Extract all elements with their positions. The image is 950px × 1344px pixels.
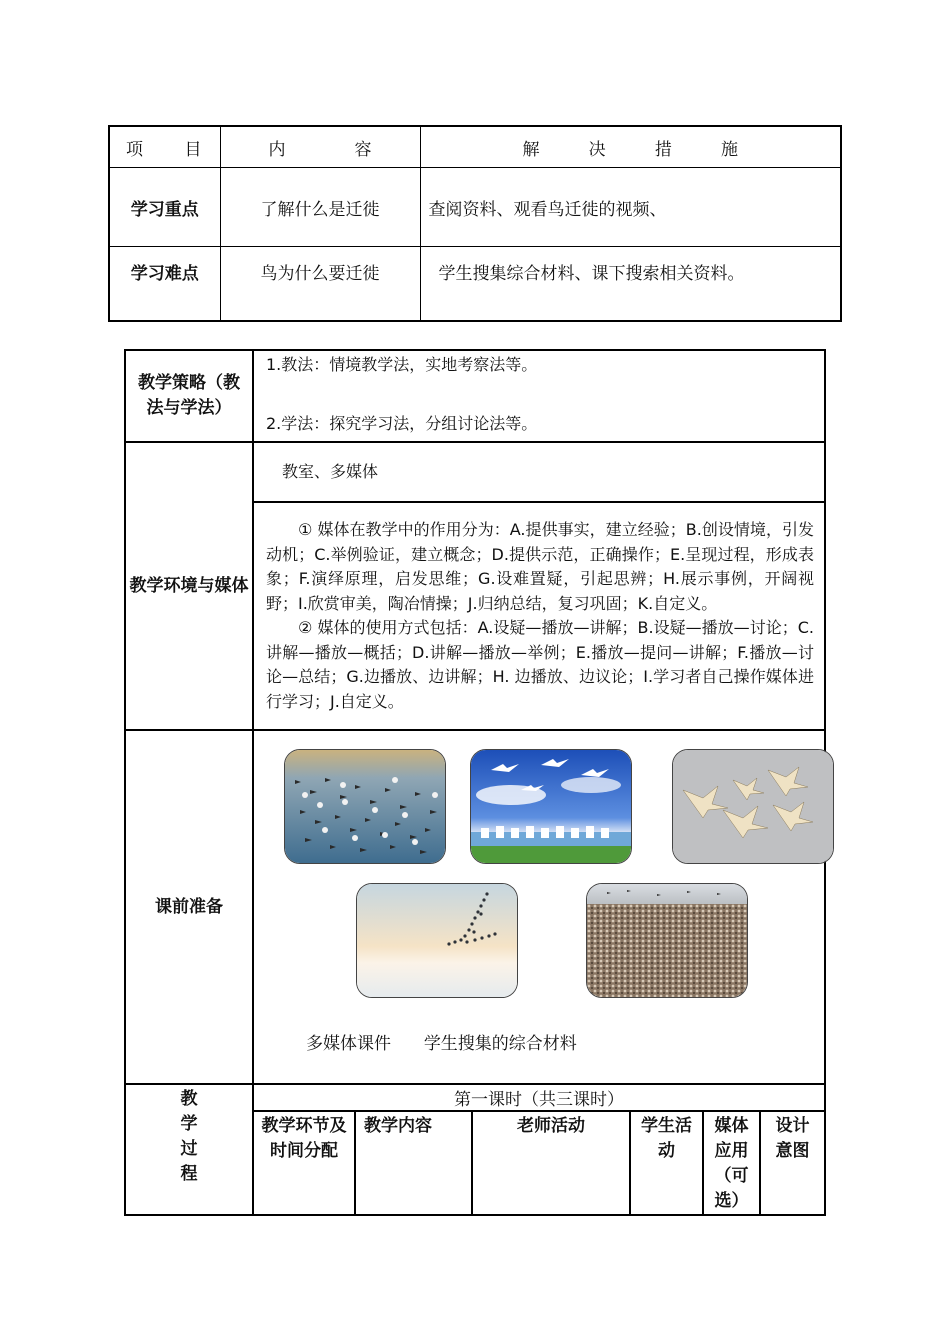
media-usage-paragraph: ② 媒体的使用方式包括：A.设疑—播放—讲解；B.设疑—播放—讨论；C.讲解—播放—概括；D.讲解—播放—举例；E.播放—提问—讲解；F.播放—讨论—总结；G.边播放、边讲解；H. 边播放、边议论；I.学习者自己操作媒体进行学习；J.自定义。 — [266, 618, 814, 711]
strategy-line-2: 2.学法：探究学习法，分组讨论法等。 — [266, 413, 538, 433]
process-label: 教学过程 — [180, 1089, 198, 1184]
environment-media: 教室、多媒体 — [253, 442, 825, 502]
table-row — [109, 168, 841, 247]
header-content-char: 容 — [354, 139, 372, 160]
row-measure: 查阅资料、观看鸟迁徙的视频、 — [420, 168, 841, 247]
header-content-char: 内 — [268, 139, 286, 160]
strategy-row — [125, 350, 825, 442]
header-measures-char: 解 — [522, 139, 540, 160]
header-measures — [420, 126, 841, 168]
header-item-char: 目 — [184, 139, 202, 160]
bird-flock-water-photo — [284, 749, 446, 864]
col-intent: 设计意图 — [760, 1111, 824, 1214]
environment-detail — [253, 502, 825, 730]
table-row — [109, 247, 841, 322]
header-content — [220, 126, 420, 168]
session-title: 第一课时（共三课时） — [254, 1085, 824, 1111]
header-item-char: 项 — [126, 139, 143, 160]
dense-flock-photo — [586, 883, 748, 998]
strategy-cell — [253, 350, 825, 442]
col-media: 媒体应用（可选） — [703, 1111, 760, 1214]
strategy-label: 教学策略（教法与学法） — [125, 350, 253, 442]
prep-row — [125, 730, 825, 1084]
caption-materials: 学生搜集的综合材料 — [423, 1034, 577, 1054]
row-content: 鸟为什么要迁徙 — [220, 247, 420, 322]
process-inner-table — [254, 1085, 824, 1214]
col-student: 学生活动 — [630, 1111, 703, 1214]
prep-captions — [306, 1029, 577, 1054]
col-teacher: 老师活动 — [472, 1111, 630, 1214]
process-header-row — [254, 1111, 824, 1214]
header-measures-char: 决 — [588, 139, 606, 160]
header-measures-char: 施 — [720, 139, 738, 160]
process-cell — [253, 1084, 825, 1215]
environment-row — [125, 442, 825, 502]
row-measure: 学生搜集综合材料、课下搜索相关资料。 — [420, 247, 841, 322]
swans-flight-photo — [672, 749, 834, 864]
media-roles-paragraph: ① 媒体在教学中的作用分为：A.提供事实，建立经验；B.创设情境，引发动机；C.举例验证，建立概念；D.提供示范，正确操作；E.呈现过程，形成表象；F.演绎原理，启发思维；G.设难置疑，引起思辨；H.展示事例，开阔视野；I.欣赏审美，陶冶情操；J.归纳总结，复习巩固；K.自定义。 — [266, 520, 814, 613]
strategy-line-1: 1.教法：情境教学法，实地考察法等。 — [266, 355, 538, 374]
row-content: 了解什么是迁徙 — [220, 168, 420, 247]
caption-courseware: 多媒体课件 — [306, 1034, 391, 1054]
prep-cell — [253, 730, 825, 1084]
process-row — [125, 1084, 825, 1215]
row-label: 学习重点 — [109, 168, 220, 247]
table-header-row — [109, 126, 841, 168]
prep-label: 课前准备 — [125, 730, 253, 1084]
col-stage: 教学环节及时间分配 — [254, 1111, 355, 1214]
key-points-table — [108, 125, 842, 322]
environment-label: 教学环境与媒体 — [125, 442, 253, 730]
col-content: 教学内容 — [355, 1111, 472, 1214]
process-label-cell — [125, 1084, 253, 1215]
row-label: 学习难点 — [109, 247, 220, 322]
cranes-sky-photo — [470, 749, 632, 864]
photo-gallery — [254, 731, 824, 1083]
birds-formation-photo — [356, 883, 518, 998]
lesson-plan-table — [124, 349, 826, 1216]
header-item — [109, 126, 220, 168]
header-measures-char: 措 — [654, 139, 672, 160]
